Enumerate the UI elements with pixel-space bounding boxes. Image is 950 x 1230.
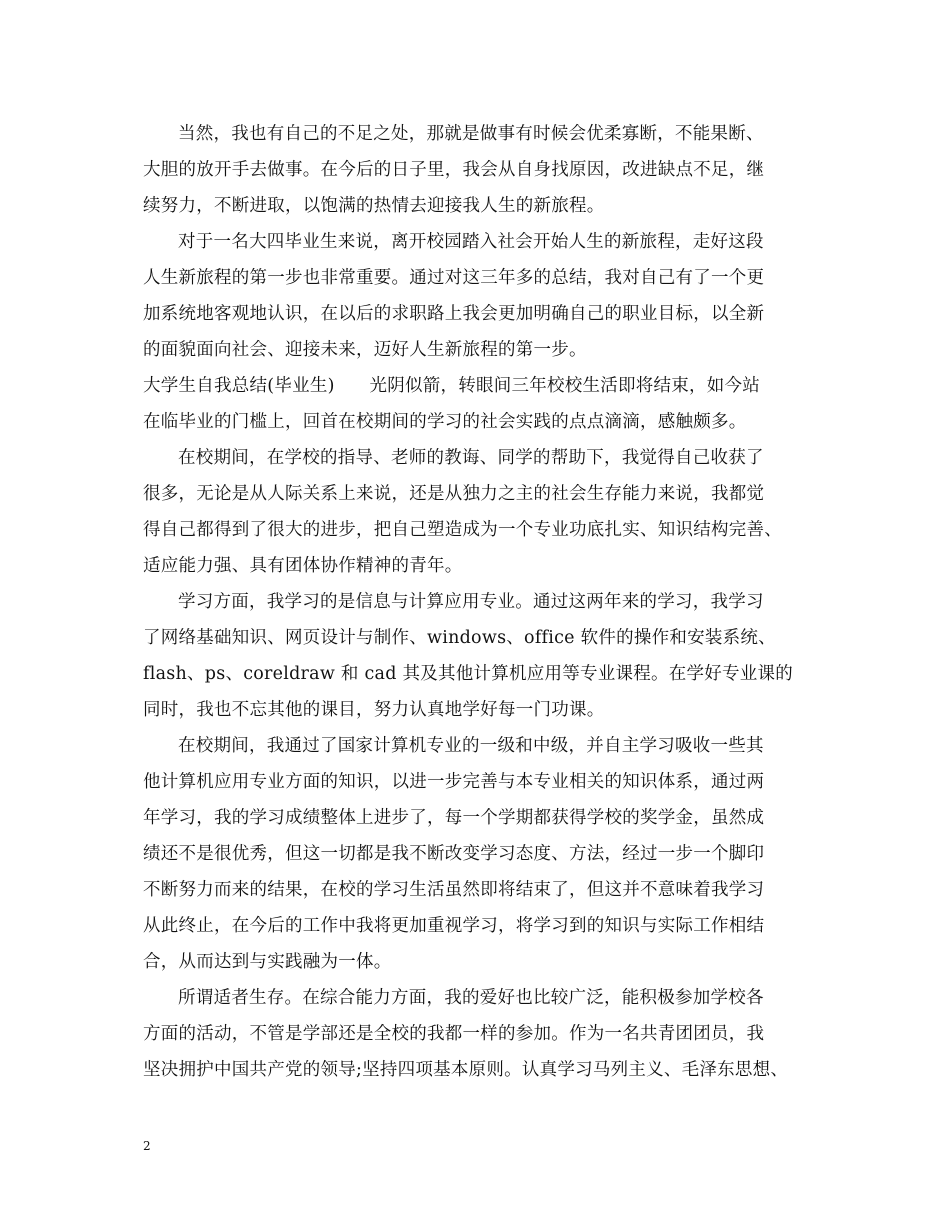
- text-line: 续努力，不断进取，以饱满的热情去迎接我人生的新旅程。: [143, 196, 605, 216]
- text-line: 大胆的放开手去做事。在今后的日子里，我会从自身找原因，改进缺点不足，继: [143, 160, 765, 180]
- text-line: 很多，无论是从人际关系上来说，还是从独力之主的社会生存能力来说，我都觉: [143, 484, 765, 504]
- text-line: 在校期间，我通过了国家计算机专业的一级和中级，并自主学习吸收一些其: [178, 736, 764, 756]
- text-line: 同时，我也不忘其他的课目，努力认真地学好每一门功课。: [143, 700, 605, 720]
- text-line: 人生新旅程的第一步也非常重要。通过对这三年多的总结，我对自己有了一个更: [143, 268, 765, 288]
- text-line: 不断努力而来的结果，在校的学习生活虽然即将结束了，但这并不意味着我学习: [143, 880, 765, 900]
- text-line: 方面的活动，不管是学部还是全校的我都一样的参加。作为一名共青团团员，我: [143, 1024, 765, 1044]
- text-line: 他计算机应用专业方面的知识，以进一步完善与本专业相关的知识体系，通过两: [143, 772, 765, 792]
- text-line: 得自己都得到了很大的进步，把自己塑造成为一个专业功底扎实、知识结构完善、: [143, 520, 782, 540]
- text-line: 适应能力强、具有团体协作精神的青年。: [143, 556, 463, 576]
- text-line: 加系统地客观地认识，在以后的求职路上我会更加明确自己的职业目标，以全新: [143, 304, 765, 324]
- text-line: 了网络基础知识、网页设计与制作、windows、office 软件的操作和安装系统、: [143, 628, 776, 648]
- text-line: 在临毕业的门槛上，回首在校期间的学习的社会实践的点点滴滴，感触颇多。: [143, 412, 747, 432]
- text-line: 年学习，我的学习成绩整体上进步了，每一个学期都获得学校的奖学金，虽然成: [143, 808, 765, 828]
- text-line: 当然，我也有自己的不足之处，那就是做事有时候会优柔寡断，不能果断、: [178, 124, 764, 144]
- page-number: 2: [143, 1139, 151, 1153]
- text-line: 在校期间，在学校的指导、老师的教诲、同学的帮助下，我觉得自己收获了: [178, 448, 764, 468]
- text-line: 学习方面，我学习的是信息与计算应用专业。通过这两年来的学习，我学习: [178, 592, 764, 612]
- text-line: flash、ps、coreldraw 和 cad 其及其他计算机应用等专业课程。在学好专业课的: [143, 664, 793, 684]
- text-line: 的面貌面向社会、迎接未来，迈好人生新旅程的第一步。: [143, 340, 587, 360]
- text-line: 坚决拥护中国共产党的领导;坚持四项基本原则。认真学习马列主义、毛泽东思想、: [143, 1060, 789, 1080]
- text-line: 绩还不是很优秀，但这一切都是我不断改变学习态度、方法，经过一步一个脚印: [143, 844, 765, 864]
- text-line: 对于一名大四毕业生来说，离开校园踏入社会开始人生的新旅程，走好这段: [178, 232, 764, 252]
- section-heading-line: 大学生自我总结(毕业生) 光阴似箭，转眼间三年校校生活即将结束，如今站: [143, 376, 761, 396]
- text-line: 从此终止，在今后的工作中我将更加重视学习，将学习到的知识与实际工作相结: [143, 916, 765, 936]
- text-line: 所谓适者生存。在综合能力方面，我的爱好也比较广泛，能积极参加学校各: [178, 988, 764, 1008]
- text-line: 合，从而达到与实践融为一体。: [143, 952, 392, 972]
